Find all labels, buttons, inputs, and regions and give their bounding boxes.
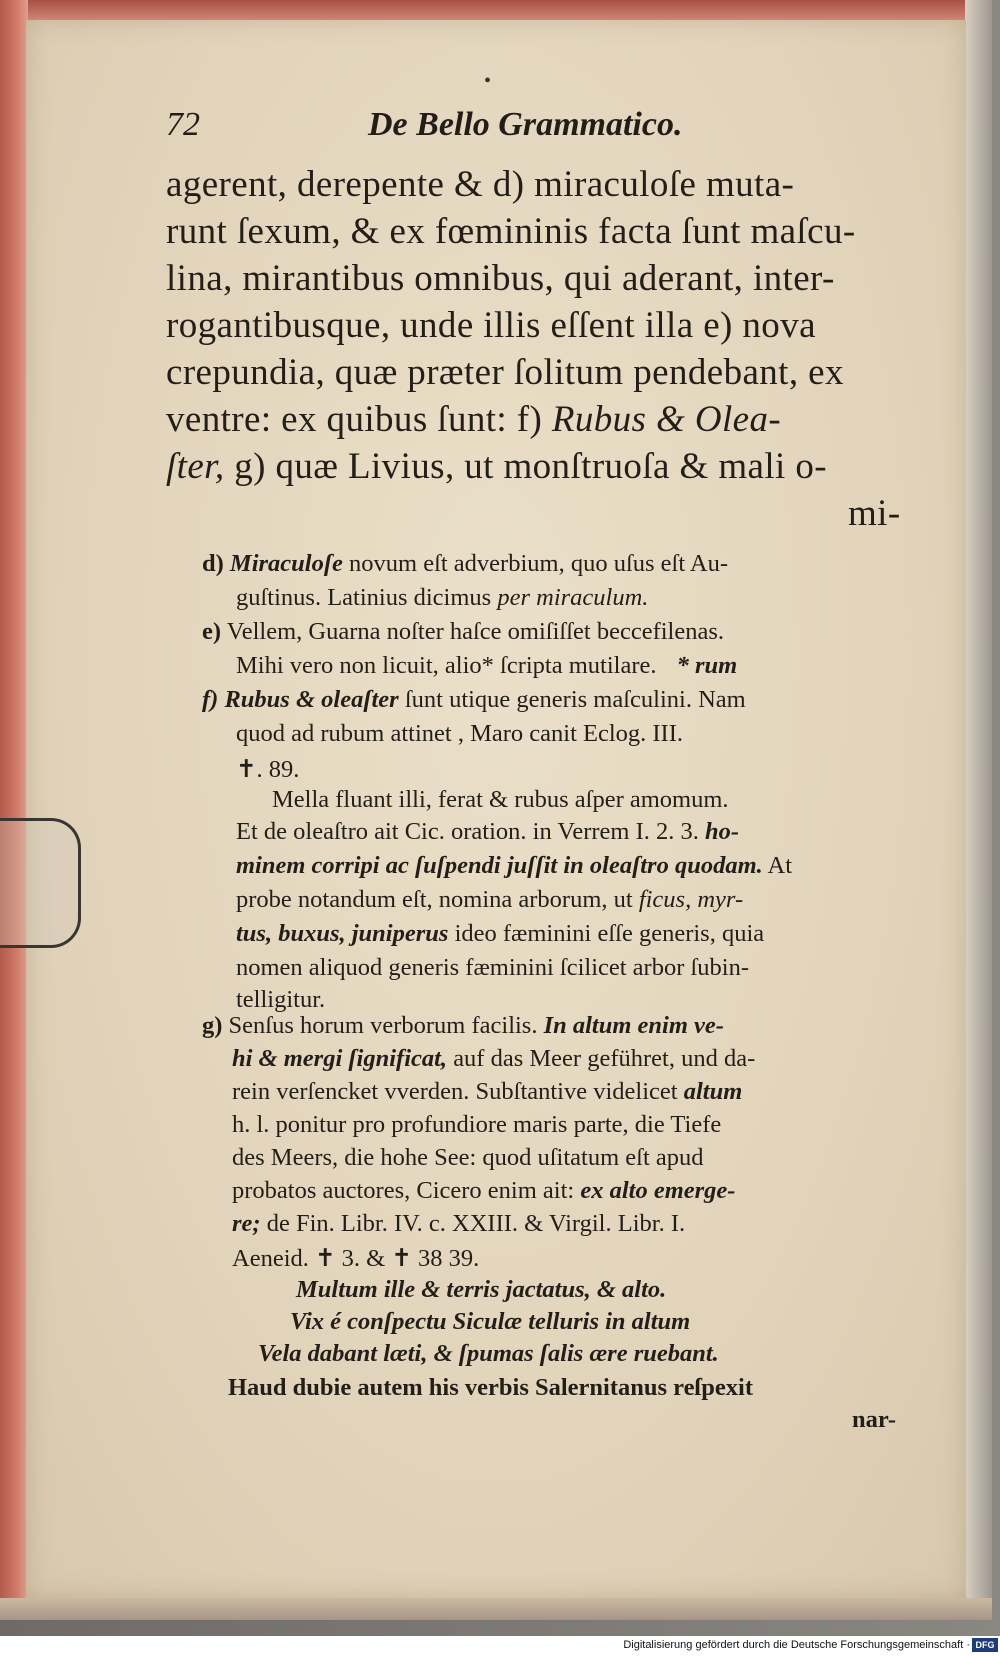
note-text: Vellem, Guarna noſter haſce omiſiſſet beccefilenas.: [226, 618, 725, 645]
note-f-line: ✝. 89.: [236, 756, 300, 783]
body-line: lina, mirantibus omnibus, qui aderant, inter-: [166, 258, 835, 299]
body-line: [166, 445, 827, 488]
note-e-line: [236, 652, 737, 680]
note-f-line: telligitur.: [236, 986, 326, 1013]
note-text: auf das Meer geführet, und da-: [447, 1045, 756, 1072]
body-line: [166, 398, 781, 441]
note-g-line: [202, 1012, 724, 1040]
note-e-line: [202, 618, 724, 646]
note-g-line: h. l. ponitur pro profundiore maris parte, die Tiefe: [232, 1111, 722, 1138]
note-f-verse: Mella fluant illi, ferat & rubus aſper amomum.: [272, 786, 729, 813]
verse-line: Vix é conſpectu Siculæ telluris in altum: [290, 1308, 691, 1335]
note-text: Senſus horum verborum facilis.: [228, 1012, 544, 1039]
note-g-line: Aeneid. ✝ 3. & ✝ 38 39.: [232, 1245, 480, 1272]
note-g-line: Haud dubie autem his verbis Salernitanus reſpexit: [228, 1374, 754, 1401]
note-text: de Fin. Libr. IV. c. XXIII. & Virgil. Libr. I.: [260, 1210, 686, 1237]
ink-dot: •: [484, 70, 492, 92]
note-f-line: [236, 852, 792, 880]
italic-text: re;: [232, 1210, 261, 1237]
note-text: probe notandum eſt, nomina arborum, ut: [236, 886, 639, 913]
note-marker: g): [202, 1012, 223, 1039]
note-g-line: [232, 1078, 742, 1106]
italic-text: per miraculum.: [497, 584, 649, 611]
note-g-line: [232, 1045, 755, 1073]
running-head: [166, 106, 886, 146]
italic-text: ex alto emerge-: [580, 1177, 736, 1204]
italic-text: Rubus & Olea-: [551, 399, 782, 440]
page-edge-bottom: [0, 1598, 992, 1620]
dfg-logo: DFG: [972, 1638, 998, 1652]
italic-text: ho-: [705, 818, 740, 845]
page-number: 72: [166, 106, 200, 143]
italic-text: minem corripi ac ſuſpendi juſſit in oleaſtro quodam.: [236, 852, 763, 879]
note-text: Et de oleaſtro ait Cic. oration. in Verrem I. 2. 3.: [236, 818, 706, 845]
italic-text: In altum enim ve-: [543, 1012, 724, 1039]
red-page-edges: [0, 0, 28, 1620]
note-f-line: quod ad rubum attinet , Maro canit Eclog. III.: [236, 720, 683, 747]
note-f-line: nomen aliquod generis fæminini ſcilicet arbor ſubin-: [236, 954, 750, 981]
note-marker: d): [202, 550, 224, 577]
note-marker: f): [202, 686, 219, 713]
note-f-line: [202, 686, 746, 714]
body-text: ventre: ex quibus ſunt: f): [166, 399, 552, 440]
catchword: mi-: [848, 493, 901, 534]
note-text: novum eſt adverbium, quo uſus eſt Au-: [342, 550, 729, 577]
note-text: ſunt utique generis maſculini. Nam: [398, 686, 746, 713]
body-line: rogantibusque, unde illis eſſent illa e) nova: [166, 305, 816, 346]
italic-text: hi & mergi ſignificat,: [232, 1045, 448, 1072]
note-marker: e): [202, 618, 222, 645]
note-g-line: [232, 1177, 735, 1205]
handwritten-annotation: * rum: [676, 652, 738, 679]
note-text: guſtinus. Latinius dicimus: [236, 584, 498, 611]
note-d-line: [202, 550, 728, 578]
italic-text: Miraculoſe: [229, 550, 343, 577]
catchword: nar-: [852, 1406, 896, 1433]
note-d-line: [236, 584, 648, 612]
note-f-line: [236, 818, 739, 846]
italic-text: Rubus & oleaſter: [224, 686, 399, 713]
italic-text: ficus, myr-: [638, 886, 744, 913]
note-text: rein verſencket vverden. Subſtantive videlicet: [232, 1078, 684, 1105]
page-clip: [0, 818, 81, 948]
note-text: ideo fæminini eſſe generis, quia: [448, 920, 765, 947]
italic-text: altum: [683, 1078, 743, 1105]
note-g-line: des Meers, die hohe See: quod uſitatum eſt apud: [232, 1144, 704, 1171]
note-f-line: [236, 920, 764, 948]
body-line: agerent, derepente & d) miraculoſe muta-: [166, 164, 795, 205]
note-text: At: [762, 852, 793, 879]
page-edge-top: [0, 0, 992, 20]
note-text: probatos auctores, Cicero enim ait:: [232, 1177, 581, 1204]
note-f-line: [236, 886, 743, 914]
page-title: De Bello Grammatico.: [368, 106, 683, 143]
body-line: runt ſexum, & ex fœmininis facta ſunt maſcu-: [166, 211, 856, 252]
verse-line: Vela dabant læti, & ſpumas ſalis ære ruebant.: [258, 1340, 719, 1367]
note-text: Mihi vero non licuit, alio* ſcripta mutilare.: [236, 652, 657, 679]
page-edge-right: [965, 0, 992, 1620]
body-text: g) quæ Livius, ut monſtruoſa & mali o-: [234, 446, 827, 487]
dfg-credit: Digitalisierung gefördert durch die Deutsche Forschungsgemeinschaft ·: [623, 1639, 970, 1651]
body-line: crepundia, quæ præter ſolitum pendebant, ex: [166, 352, 844, 393]
italic-text: ſter,: [166, 446, 225, 487]
italic-text: tus, buxus, juniperus: [236, 920, 449, 947]
verse-line: Multum ille & terris jactatus, & alto.: [296, 1276, 667, 1303]
note-g-line: [232, 1210, 685, 1238]
